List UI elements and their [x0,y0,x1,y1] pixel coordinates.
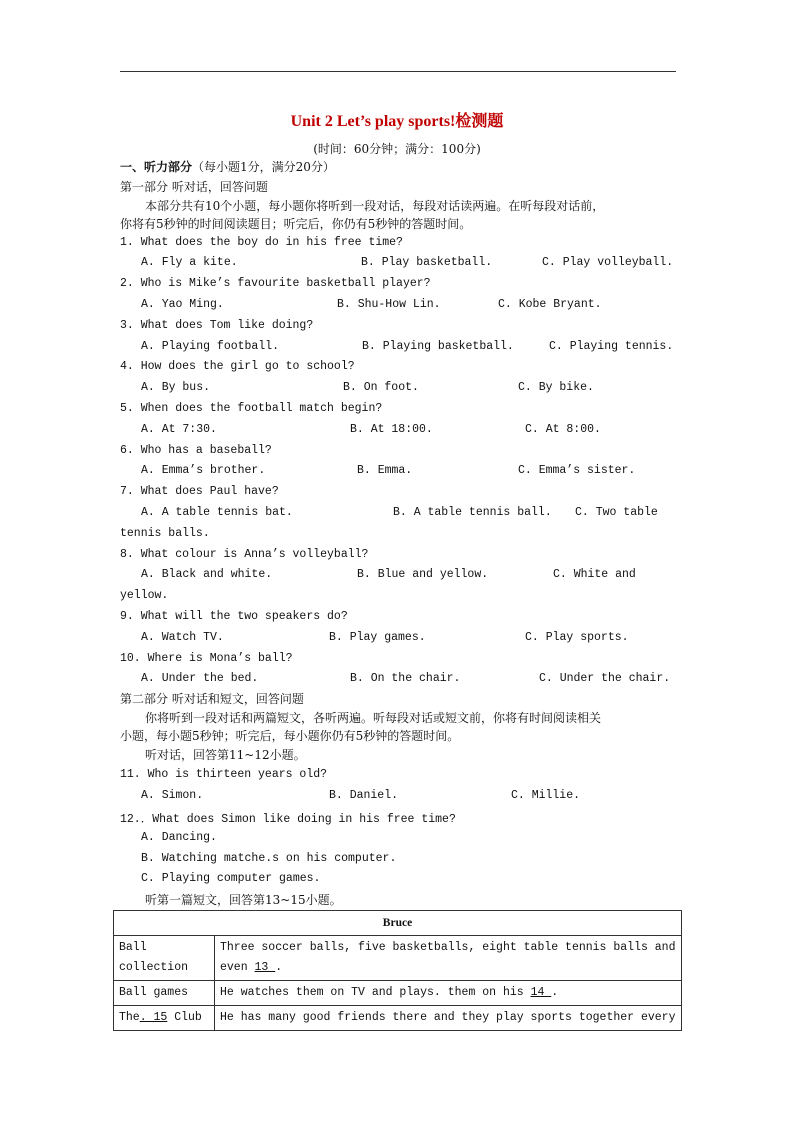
part1-instruction-line1: 本部分共有10个小题，每小题你将听到一段对话，每段对话读两遍。在听每段对话前， [145,199,605,213]
table-row-text [215,936,682,981]
q2-option-b: B. Shu-How Lin. [337,298,441,311]
q8-option-c-continued: yellow. [120,589,169,602]
question-6: 6. Who has a baseball? [120,444,272,457]
q12-option-c: C. Playing computer games. [141,872,321,885]
q11-option-c: C. Millie. [511,789,581,802]
question-2: 2. Who is Mike’s favourite basketball player? [120,277,431,290]
q10-option-c: C. Under the chair. [539,672,671,685]
header-rule [120,71,676,72]
q12-option-a: A. Dancing. [141,831,217,844]
q9-option-a: A. Watch TV. [141,631,224,644]
table-row [114,936,682,981]
text-fragment: Club [167,1011,202,1024]
question-9: 9. What will the two speakers do? [120,610,348,623]
q4-option-c: C. By bike. [518,381,594,394]
question-1: 1. What does the boy do in his free time? [120,236,403,249]
question-3: 3. What does Tom like doing? [120,319,314,332]
question-11: 11. Who is thirteen years old? [120,768,328,781]
q6-option-a: A. Emma’s brother. [141,464,266,477]
question-10: 10. Where is Mona’s ball? [120,652,293,665]
q7-option-c-continued: tennis balls. [120,527,210,540]
q3-option-a: A. Playing football. [141,340,280,353]
q5-option-a: A. At 7:30. [141,423,217,436]
question-8: 8. What colour is Anna’s volleyball? [120,548,369,561]
q7-option-c: C. Two table [575,506,658,519]
table-header-row [114,911,682,936]
q1-option-b: B. Play basketball. [361,256,493,269]
part1-instruction-line2: 你将有5秒钟的时间阅读题目；听完后，你仍有5秒钟的答题时间。 [120,217,472,231]
answer-blank-14[interactable]: 14 [530,986,552,999]
text-fragment: even [220,961,255,974]
q1-option-c: C. Play volleyball. [542,256,674,269]
q2-option-c: C. Kobe Bryant. [498,298,602,311]
q5-option-b: B. At 18:00. [350,423,433,436]
q6-option-c: C. Emma’s sister. [518,464,636,477]
bruce-table [113,910,682,1031]
question-4: 4. How does the girl go to school? [120,360,355,373]
q3-option-c: C. Playing tennis. [549,340,674,353]
label-line: collection [119,961,189,974]
page-subtitle: (时间：60分钟；满分：100分) [313,142,481,156]
answer-blank-15[interactable]: . 15 [139,1011,168,1024]
q10-option-a: A. Under the bed. [141,672,259,685]
text-fragment: He watches them on TV and plays. them on his [220,986,531,999]
dialog-note: 听对话，回答第11~12小题。 [145,748,306,762]
q2-option-a: A. Yao Ming. [141,298,224,311]
table-row-label: Ball games [114,981,215,1006]
q12-option-b: B. Watching matche.s on his computer. [141,852,397,865]
table-row [114,1006,682,1031]
q8-option-c: C. White and [553,568,636,581]
section-heading-rest: （每小题1分，满分20分） [192,160,335,174]
q10-option-b: B. On the chair. [350,672,461,685]
q8-option-a: A. Black and white. [141,568,273,581]
page-title: Unit 2 Let’s play sports!检测题 [290,113,504,130]
table-row-label [114,1006,215,1031]
table-header: Bruce [114,911,682,936]
text-fragment: . [275,961,283,974]
text-line: Three soccer balls, five basketballs, eight table tennis balls and [220,941,676,954]
table-row [114,981,682,1006]
part2-heading: 第二部分 听对话和短文，回答问题 [120,692,304,706]
q9-option-b: B. Play games. [329,631,426,644]
q8-option-b: B. Blue and yellow. [357,568,489,581]
q4-option-a: A. By bus. [141,381,211,394]
table-row-label [114,936,215,981]
text-fragment: . [551,986,559,999]
q4-option-b: B. On foot. [343,381,419,394]
q7-option-b: B. A table tennis ball. [393,506,552,519]
table-row-text: He has many good friends there and they play sports together every [215,1006,682,1031]
question-5: 5. When does the football match begin? [120,402,383,415]
question-7: 7. What does Paul have? [120,485,279,498]
answer-blank-13[interactable]: 13 [254,961,276,974]
question-12: 12.．What does Simon like doing in his free time? [120,813,456,826]
q6-option-b: B. Emma. [357,464,413,477]
passage-note: 听第一篇短文，回答第13~15小题。 [145,893,342,907]
table-row-text [215,981,682,1006]
section-heading [120,158,335,175]
q11-option-a: A. Simon. [141,789,204,802]
q9-option-c: C. Play sports. [525,631,629,644]
section-heading-bold: 一、听力部分 [120,160,193,174]
q5-option-c: C. At 8:00. [525,423,601,436]
q3-option-b: B. Playing basketball. [362,340,514,353]
part1-heading: 第一部分 听对话，回答问题 [120,180,268,194]
part2-instruction-line2: 小题，每小题5秒钟；听完后，每小题你仍有5秒钟的答题时间。 [120,729,460,743]
q1-option-a: A. Fly a kite. [141,256,238,269]
part2-instruction-line1: 你将听到一段对话和两篇短文，各听两遍。听每段对话或短文前，你将有时间阅读相关 [145,711,602,725]
text-line [220,958,676,978]
label-line: Ball [119,941,147,954]
text-fragment: The [119,1011,140,1024]
q11-option-b: B. Daniel. [329,789,399,802]
q7-option-a: A. A table tennis bat. [141,506,293,519]
